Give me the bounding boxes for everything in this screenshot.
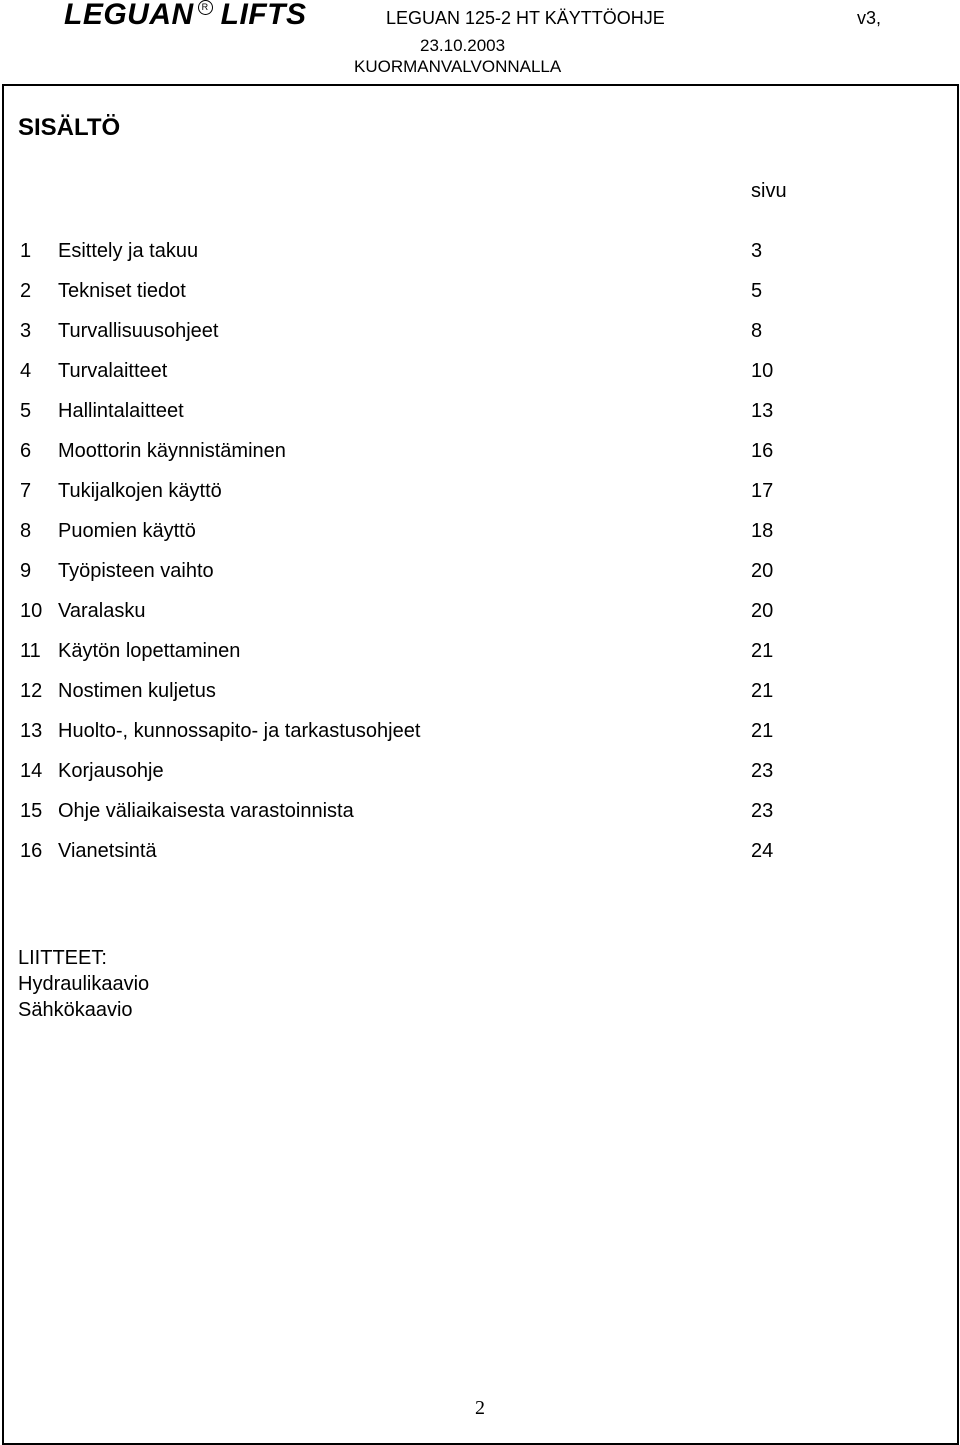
toc-entry[interactable] xyxy=(0,480,960,506)
toc-entry-label: Esittely ja takuu xyxy=(58,240,199,262)
appendix-heading: LIITTEET: xyxy=(18,947,107,969)
toc-entry[interactable] xyxy=(0,240,960,266)
toc-entry-page: 13 xyxy=(751,400,774,422)
document-title: LEGUAN 125-2 HT KÄYTTÖOHJE xyxy=(386,8,665,28)
toc-entry-number: 13 xyxy=(20,720,43,742)
toc-heading: SISÄLTÖ xyxy=(18,114,121,141)
toc-entry-page: 23 xyxy=(751,760,774,782)
page-header xyxy=(0,0,960,84)
toc-entry-page: 21 xyxy=(751,680,774,702)
page-column-label: sivu xyxy=(751,180,787,202)
toc-entry[interactable] xyxy=(0,720,960,746)
toc-entry-number: 14 xyxy=(20,760,43,782)
toc-entry-label: Nostimen kuljetus xyxy=(58,680,216,702)
toc-entry-number: 3 xyxy=(20,320,32,342)
toc-entry-label: Tukijalkojen käyttö xyxy=(58,480,222,502)
toc-entry-label: Käytön lopettaminen xyxy=(58,640,241,662)
toc-entry[interactable] xyxy=(0,640,960,666)
toc-entry-label: Tekniset tiedot xyxy=(58,280,186,302)
toc-entry-page: 3 xyxy=(751,240,763,262)
toc-entry-number: 6 xyxy=(20,440,32,462)
toc-entry-page: 21 xyxy=(751,720,774,742)
toc-entry[interactable] xyxy=(0,440,960,466)
appendix-item-electrical-diagram[interactable]: Sähkökaavio xyxy=(18,999,133,1021)
toc-entry-label: Turvallisuusohjeet xyxy=(58,320,219,342)
toc-entry-number: 12 xyxy=(20,680,43,702)
document-version: v3, xyxy=(857,8,882,28)
appendix-section xyxy=(18,945,149,1023)
toc-entry-page: 20 xyxy=(751,560,774,582)
toc-entry[interactable] xyxy=(0,360,960,386)
toc-entry-number: 1 xyxy=(20,240,32,262)
toc-entry[interactable] xyxy=(0,560,960,586)
toc-entry-label: Ohje väliaikaisesta varastoinnista xyxy=(58,800,354,822)
toc-entry[interactable] xyxy=(0,280,960,306)
toc-entry-number: 9 xyxy=(20,560,32,582)
toc-entry-page: 23 xyxy=(751,800,774,822)
toc-entry-number: 5 xyxy=(20,400,32,422)
toc-entry-label: Korjausohje xyxy=(58,760,164,782)
toc-entry-page: 8 xyxy=(751,320,763,342)
toc-entry[interactable] xyxy=(0,840,960,866)
logo-text: LEGUAN xyxy=(64,0,194,31)
registered-mark-icon: R xyxy=(198,0,213,15)
toc-entry-label: Turvalaitteet xyxy=(58,360,168,382)
page-number: 2 xyxy=(475,1397,485,1419)
toc-entry-number: 11 xyxy=(20,640,41,662)
toc-entry[interactable] xyxy=(0,320,960,346)
toc-entry-page: 17 xyxy=(751,480,774,502)
toc-entry-page: 16 xyxy=(751,440,774,462)
toc-entry-number: 7 xyxy=(20,480,32,502)
toc-entry-number: 2 xyxy=(20,280,32,302)
toc-entry-label: Hallintalaitteet xyxy=(58,400,184,422)
toc-entry-label: Huolto-, kunnossapito- ja tarkastusohjeet xyxy=(58,720,421,742)
toc-entry[interactable] xyxy=(0,680,960,706)
toc-entry-label: Vianetsintä xyxy=(58,840,157,862)
appendix-item-hydraulic-diagram[interactable]: Hydraulikaavio xyxy=(18,973,150,995)
toc-entry[interactable] xyxy=(0,760,960,786)
toc-entry[interactable] xyxy=(0,800,960,826)
toc-entry-number: 8 xyxy=(20,520,32,542)
toc-entry-number: 15 xyxy=(20,800,43,822)
toc-entry-label: Moottorin käynnistäminen xyxy=(58,440,286,462)
toc-entry-page: 5 xyxy=(751,280,763,302)
toc-entry[interactable] xyxy=(0,520,960,546)
toc-entry[interactable] xyxy=(0,600,960,626)
toc-entry-page: 21 xyxy=(751,640,774,662)
logo-suffix: LIFTS xyxy=(220,0,307,31)
document-date: 23.10.2003 xyxy=(420,36,506,55)
document-subtitle: KUORMANVALVONNALLA xyxy=(354,57,562,76)
toc-entry-label: Varalasku xyxy=(58,600,146,622)
toc-entry-number: 10 xyxy=(20,600,43,622)
toc-entry-label: Puomien käyttö xyxy=(58,520,196,542)
toc-entry-page: 18 xyxy=(751,520,774,542)
toc-entry-page: 10 xyxy=(751,360,774,382)
toc-entry[interactable] xyxy=(0,400,960,426)
toc-entry-page: 20 xyxy=(751,600,774,622)
toc-entry-label: Työpisteen vaihto xyxy=(58,560,214,582)
brand-logo xyxy=(64,0,307,32)
toc-entry-number: 4 xyxy=(20,360,32,382)
toc-entry-page: 24 xyxy=(751,840,774,862)
toc-entry-number: 16 xyxy=(20,840,43,862)
